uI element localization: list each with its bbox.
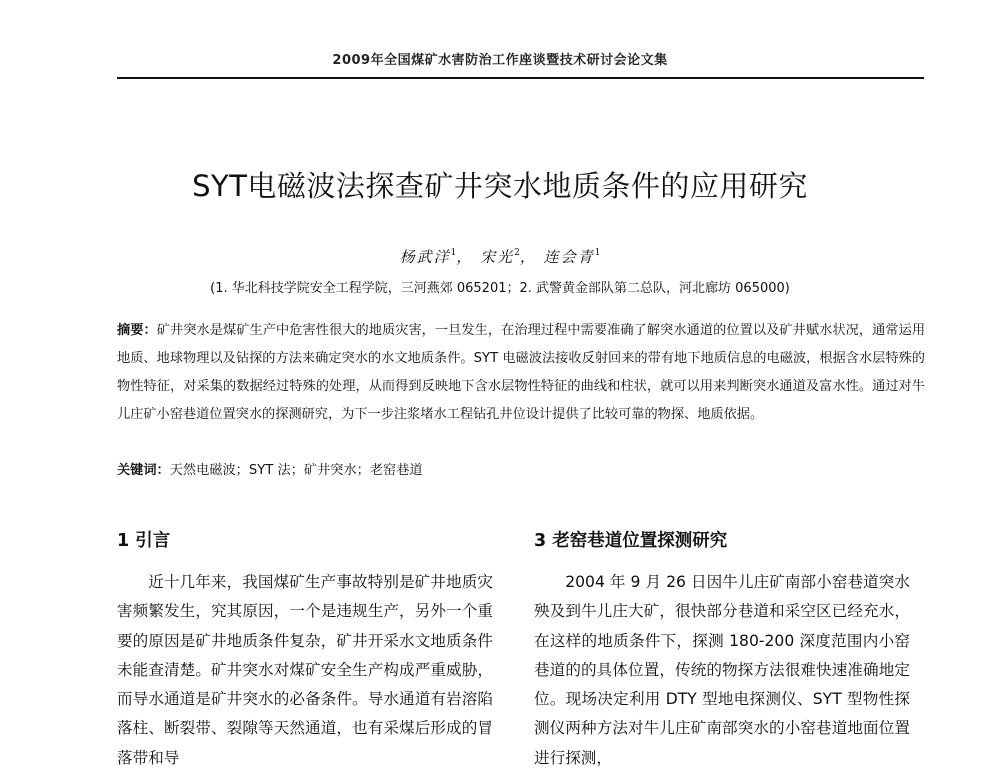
keywords-label: 关键词： <box>117 463 170 478</box>
author-name: 杨武洋 <box>399 248 451 266</box>
header-rule <box>117 77 924 79</box>
author-name: 连会青 <box>543 248 595 266</box>
author-name: 宋光 <box>480 248 515 266</box>
abstract-text: 矿井突水是煤矿生产中危害性很大的地质灾害，一旦发生，在治理过程中需要准确了解突水通道的位置以及矿井赋水状况，通常运用地质、地球物理以及钻探的方法来确定突水的水文地质条件。SYT 电磁波法接收反射回来的带有地下地质信息的电磁波，根据含水层特殊的物性特征，对采集的数据经过特殊的处理，从而得到反映地下含水层物性特征的曲线和柱状，就可以用来判断突水通道及富水性。通过对牛儿庄矿小窑巷道位置突水的探测研究，为下一步注浆堵水工程钻孔井位设计提供了比较可靠的物探、地质依据。 <box>117 323 926 422</box>
running-header: 2009年全国煤矿水害防治工作座谈暨技术研讨会论文集 <box>332 53 668 68</box>
author-affil-mark: 1 <box>450 248 457 258</box>
author-separator: ， <box>456 248 474 266</box>
keywords <box>117 457 925 485</box>
author-separator: ， <box>519 248 537 266</box>
author-affil-mark: 1 <box>594 248 601 258</box>
paper-title: SYT电磁波法探查矿井突水地质条件的应用研究 <box>192 169 808 203</box>
tunnel-detection-paragraph: 2004 年 9 月 26 日因牛儿庄矿南部小窑巷道突水殃及到牛儿庄大矿，很快部分巷道和采空区已经充水，在这样的地质条件下，探测 180-200 深度范围内小窑巷道的的具体位置，传统的物探方法很难快速准确地定位。现场决定利用 DTY 型地电探测仪、SYT 型物性探测仪两种方法对牛儿庄矿南部突水的小窑巷道地面位置进行探测， <box>534 573 910 767</box>
author-list <box>0 246 1000 267</box>
section-heading-tunnel-detection: 3 老窑巷道位置探测研究 <box>534 531 728 551</box>
keywords-text: 天然电磁波；SYT 法；矿井突水；老窑巷道 <box>169 463 423 478</box>
introduction-paragraph: 近十几年来，我国煤矿生产事故特别是矿井地质灾害频繁发生，究其原因，一个是违规生产，另外一个重要的原因是矿井地质条件复杂，矿井开采水文地质条件未能查清楚。矿井突水对煤矿安全生产构成严重威胁，而导水通道是矿井突水的必备条件。导水通道有岩溶陷落柱、断裂带、裂隙等天然通道，也有采煤后形成的冒落带和导 <box>117 573 493 767</box>
abstract <box>117 317 925 429</box>
section-heading-introduction: 1 引言 <box>117 531 171 551</box>
author-affil-mark: 2 <box>514 248 520 258</box>
abstract-label: 摘要： <box>117 323 157 338</box>
affiliation: (1. 华北科技学院安全工程学院，三河燕郊 065201；2. 武警黄金部队第二总队，河北廊坊 065000) <box>210 281 790 296</box>
